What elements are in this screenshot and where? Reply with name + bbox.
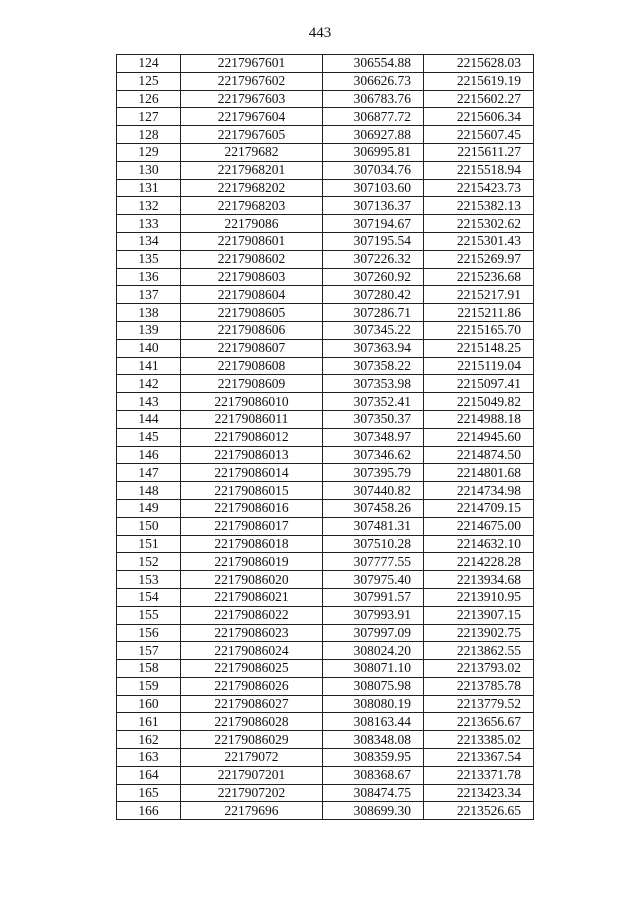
point-id-cell: 2217907201	[181, 766, 323, 784]
point-number-cell: 139	[117, 321, 181, 339]
y-coordinate-cell: 2215269.97	[424, 250, 534, 268]
table-row	[117, 321, 534, 339]
point-number-cell: 147	[117, 464, 181, 482]
table-row	[117, 393, 534, 411]
point-number-cell: 132	[117, 197, 181, 215]
y-coordinate-cell: 2214874.50	[424, 446, 534, 464]
x-coordinate-cell: 307350.37	[323, 410, 424, 428]
table-row	[117, 642, 534, 660]
x-coordinate-cell: 307510.28	[323, 535, 424, 553]
point-id-cell: 22179086023	[181, 624, 323, 642]
y-coordinate-cell: 2213385.02	[424, 731, 534, 749]
y-coordinate-cell: 2213910.95	[424, 588, 534, 606]
y-coordinate-cell: 2213779.52	[424, 695, 534, 713]
y-coordinate-cell: 2214945.60	[424, 428, 534, 446]
table-row	[117, 713, 534, 731]
x-coordinate-cell: 308474.75	[323, 784, 424, 802]
y-coordinate-cell: 2215619.19	[424, 72, 534, 90]
table-row	[117, 286, 534, 304]
x-coordinate-cell: 307226.32	[323, 250, 424, 268]
table-row	[117, 553, 534, 571]
point-number-cell: 152	[117, 553, 181, 571]
point-number-cell: 138	[117, 304, 181, 322]
point-id-cell: 2217908606	[181, 321, 323, 339]
x-coordinate-cell: 307440.82	[323, 482, 424, 500]
point-number-cell: 159	[117, 677, 181, 695]
table-row	[117, 446, 534, 464]
point-id-cell: 22179086021	[181, 588, 323, 606]
point-number-cell: 150	[117, 517, 181, 535]
x-coordinate-cell: 306877.72	[323, 108, 424, 126]
x-coordinate-cell: 308075.98	[323, 677, 424, 695]
point-id-cell: 2217908605	[181, 304, 323, 322]
table-row	[117, 410, 534, 428]
point-id-cell: 22179086018	[181, 535, 323, 553]
x-coordinate-cell: 307991.57	[323, 588, 424, 606]
table-row	[117, 749, 534, 767]
x-coordinate-cell: 307353.98	[323, 375, 424, 393]
y-coordinate-cell: 2213934.68	[424, 571, 534, 589]
y-coordinate-cell: 2213793.02	[424, 660, 534, 678]
y-coordinate-cell: 2213902.75	[424, 624, 534, 642]
y-coordinate-cell: 2215607.45	[424, 126, 534, 144]
table-row	[117, 624, 534, 642]
point-number-cell: 143	[117, 393, 181, 411]
y-coordinate-cell: 2213656.67	[424, 713, 534, 731]
y-coordinate-cell: 2215097.41	[424, 375, 534, 393]
table-row	[117, 784, 534, 802]
x-coordinate-cell: 307345.22	[323, 321, 424, 339]
point-id-cell: 22179086026	[181, 677, 323, 695]
point-number-cell: 125	[117, 72, 181, 90]
y-coordinate-cell: 2215602.27	[424, 90, 534, 108]
point-id-cell: 2217908609	[181, 375, 323, 393]
point-number-cell: 160	[117, 695, 181, 713]
x-coordinate-cell: 308368.67	[323, 766, 424, 784]
point-id-cell: 22179086025	[181, 660, 323, 678]
x-coordinate-cell: 307136.37	[323, 197, 424, 215]
table-row	[117, 179, 534, 197]
table-row	[117, 482, 534, 500]
x-coordinate-cell: 308359.95	[323, 749, 424, 767]
y-coordinate-cell: 2215217.91	[424, 286, 534, 304]
y-coordinate-cell: 2214228.28	[424, 553, 534, 571]
y-coordinate-cell: 2215049.82	[424, 393, 534, 411]
point-number-cell: 133	[117, 215, 181, 233]
x-coordinate-cell: 307280.42	[323, 286, 424, 304]
x-coordinate-cell: 307363.94	[323, 339, 424, 357]
point-number-cell: 129	[117, 143, 181, 161]
y-coordinate-cell: 2214734.98	[424, 482, 534, 500]
table-row	[117, 215, 534, 233]
point-id-cell: 2217967603	[181, 90, 323, 108]
table-row	[117, 535, 534, 553]
y-coordinate-cell: 2215518.94	[424, 161, 534, 179]
point-number-cell: 141	[117, 357, 181, 375]
y-coordinate-cell: 2215611.27	[424, 143, 534, 161]
y-coordinate-cell: 2214632.10	[424, 535, 534, 553]
table-row	[117, 72, 534, 90]
y-coordinate-cell: 2213367.54	[424, 749, 534, 767]
table-row	[117, 268, 534, 286]
x-coordinate-cell: 307458.26	[323, 499, 424, 517]
x-coordinate-cell: 307481.31	[323, 517, 424, 535]
x-coordinate-cell: 307034.76	[323, 161, 424, 179]
point-id-cell: 2217908608	[181, 357, 323, 375]
point-id-cell: 22179682	[181, 143, 323, 161]
point-number-cell: 145	[117, 428, 181, 446]
table-row	[117, 802, 534, 820]
y-coordinate-cell: 2214801.68	[424, 464, 534, 482]
x-coordinate-cell: 307346.62	[323, 446, 424, 464]
table-row	[117, 197, 534, 215]
table-row	[117, 571, 534, 589]
y-coordinate-cell: 2214709.15	[424, 499, 534, 517]
y-coordinate-cell: 2213526.65	[424, 802, 534, 820]
point-id-cell: 2217908601	[181, 232, 323, 250]
x-coordinate-cell: 307194.67	[323, 215, 424, 233]
table-row	[117, 428, 534, 446]
point-number-cell: 153	[117, 571, 181, 589]
point-number-cell: 130	[117, 161, 181, 179]
point-number-cell: 161	[117, 713, 181, 731]
point-id-cell: 2217967605	[181, 126, 323, 144]
coordinates-table	[116, 54, 534, 820]
page-number: 443	[308, 25, 332, 41]
point-number-cell: 140	[117, 339, 181, 357]
point-number-cell: 166	[117, 802, 181, 820]
point-id-cell: 22179086015	[181, 482, 323, 500]
point-id-cell: 22179086022	[181, 606, 323, 624]
point-id-cell: 22179086028	[181, 713, 323, 731]
x-coordinate-cell: 307997.09	[323, 624, 424, 642]
x-coordinate-cell: 308024.20	[323, 642, 424, 660]
point-number-cell: 163	[117, 749, 181, 767]
y-coordinate-cell: 2213785.78	[424, 677, 534, 695]
point-id-cell: 22179086017	[181, 517, 323, 535]
table-row	[117, 143, 534, 161]
point-number-cell: 157	[117, 642, 181, 660]
x-coordinate-cell: 307993.91	[323, 606, 424, 624]
table-row	[117, 588, 534, 606]
point-id-cell: 22179086024	[181, 642, 323, 660]
x-coordinate-cell: 306554.88	[323, 55, 424, 73]
table-row	[117, 161, 534, 179]
point-number-cell: 149	[117, 499, 181, 517]
point-number-cell: 134	[117, 232, 181, 250]
y-coordinate-cell: 2215382.13	[424, 197, 534, 215]
point-number-cell: 131	[117, 179, 181, 197]
point-id-cell: 2217967604	[181, 108, 323, 126]
point-id-cell: 2217967601	[181, 55, 323, 73]
x-coordinate-cell: 306927.88	[323, 126, 424, 144]
point-number-cell: 126	[117, 90, 181, 108]
table-row	[117, 339, 534, 357]
x-coordinate-cell: 307260.92	[323, 268, 424, 286]
point-id-cell: 22179086027	[181, 695, 323, 713]
y-coordinate-cell: 2215302.62	[424, 215, 534, 233]
x-coordinate-cell: 307286.71	[323, 304, 424, 322]
x-coordinate-cell: 308080.19	[323, 695, 424, 713]
point-number-cell: 151	[117, 535, 181, 553]
table-row	[117, 499, 534, 517]
point-number-cell: 128	[117, 126, 181, 144]
x-coordinate-cell: 307352.41	[323, 393, 424, 411]
y-coordinate-cell: 2215211.86	[424, 304, 534, 322]
x-coordinate-cell: 307195.54	[323, 232, 424, 250]
y-coordinate-cell: 2215606.34	[424, 108, 534, 126]
x-coordinate-cell: 308699.30	[323, 802, 424, 820]
point-number-cell: 124	[117, 55, 181, 73]
y-coordinate-cell: 2214675.00	[424, 517, 534, 535]
point-number-cell: 158	[117, 660, 181, 678]
point-id-cell: 22179086020	[181, 571, 323, 589]
point-id-cell: 22179072	[181, 749, 323, 767]
x-coordinate-cell: 307348.97	[323, 428, 424, 446]
point-number-cell: 164	[117, 766, 181, 784]
point-id-cell: 22179086013	[181, 446, 323, 464]
y-coordinate-cell: 2215236.68	[424, 268, 534, 286]
coordinates-table-body	[117, 55, 534, 820]
point-number-cell: 148	[117, 482, 181, 500]
point-id-cell: 22179086014	[181, 464, 323, 482]
point-number-cell: 165	[117, 784, 181, 802]
table-row	[117, 695, 534, 713]
point-id-cell: 2217968203	[181, 197, 323, 215]
y-coordinate-cell: 2215119.04	[424, 357, 534, 375]
table-row	[117, 606, 534, 624]
point-id-cell: 2217968201	[181, 161, 323, 179]
point-id-cell: 22179086	[181, 215, 323, 233]
point-id-cell: 22179696	[181, 802, 323, 820]
point-id-cell: 2217967602	[181, 72, 323, 90]
point-id-cell: 22179086019	[181, 553, 323, 571]
point-number-cell: 162	[117, 731, 181, 749]
y-coordinate-cell: 2213907.15	[424, 606, 534, 624]
table-row	[117, 304, 534, 322]
table-row	[117, 766, 534, 784]
x-coordinate-cell: 307358.22	[323, 357, 424, 375]
table-row	[117, 677, 534, 695]
table-row	[117, 731, 534, 749]
point-id-cell: 2217908602	[181, 250, 323, 268]
point-number-cell: 135	[117, 250, 181, 268]
point-id-cell: 2217907202	[181, 784, 323, 802]
table-row	[117, 375, 534, 393]
point-number-cell: 146	[117, 446, 181, 464]
y-coordinate-cell: 2214988.18	[424, 410, 534, 428]
y-coordinate-cell: 2215628.03	[424, 55, 534, 73]
table-row	[117, 464, 534, 482]
point-id-cell: 2217908604	[181, 286, 323, 304]
y-coordinate-cell: 2213423.34	[424, 784, 534, 802]
x-coordinate-cell: 306783.76	[323, 90, 424, 108]
point-id-cell: 22179086012	[181, 428, 323, 446]
point-number-cell: 156	[117, 624, 181, 642]
table-row	[117, 517, 534, 535]
point-id-cell: 22179086016	[181, 499, 323, 517]
point-id-cell: 2217968202	[181, 179, 323, 197]
point-id-cell: 22179086011	[181, 410, 323, 428]
x-coordinate-cell: 308071.10	[323, 660, 424, 678]
x-coordinate-cell: 307975.40	[323, 571, 424, 589]
x-coordinate-cell: 307103.60	[323, 179, 424, 197]
x-coordinate-cell: 307777.55	[323, 553, 424, 571]
y-coordinate-cell: 2215423.73	[424, 179, 534, 197]
point-id-cell: 22179086029	[181, 731, 323, 749]
y-coordinate-cell: 2213371.78	[424, 766, 534, 784]
table-row	[117, 357, 534, 375]
point-number-cell: 136	[117, 268, 181, 286]
point-number-cell: 137	[117, 286, 181, 304]
table-row	[117, 232, 534, 250]
table-row	[117, 126, 534, 144]
point-number-cell: 154	[117, 588, 181, 606]
point-number-cell: 155	[117, 606, 181, 624]
point-id-cell: 2217908603	[181, 268, 323, 286]
point-number-cell: 144	[117, 410, 181, 428]
y-coordinate-cell: 2215148.25	[424, 339, 534, 357]
y-coordinate-cell: 2215301.43	[424, 232, 534, 250]
x-coordinate-cell: 307395.79	[323, 464, 424, 482]
table-row	[117, 108, 534, 126]
point-number-cell: 127	[117, 108, 181, 126]
point-id-cell: 2217908607	[181, 339, 323, 357]
table-row	[117, 660, 534, 678]
x-coordinate-cell: 306995.81	[323, 143, 424, 161]
point-number-cell: 142	[117, 375, 181, 393]
y-coordinate-cell: 2213862.55	[424, 642, 534, 660]
point-id-cell: 22179086010	[181, 393, 323, 411]
table-row	[117, 55, 534, 73]
x-coordinate-cell: 308348.08	[323, 731, 424, 749]
x-coordinate-cell: 306626.73	[323, 72, 424, 90]
y-coordinate-cell: 2215165.70	[424, 321, 534, 339]
table-row	[117, 250, 534, 268]
x-coordinate-cell: 308163.44	[323, 713, 424, 731]
table-row	[117, 90, 534, 108]
